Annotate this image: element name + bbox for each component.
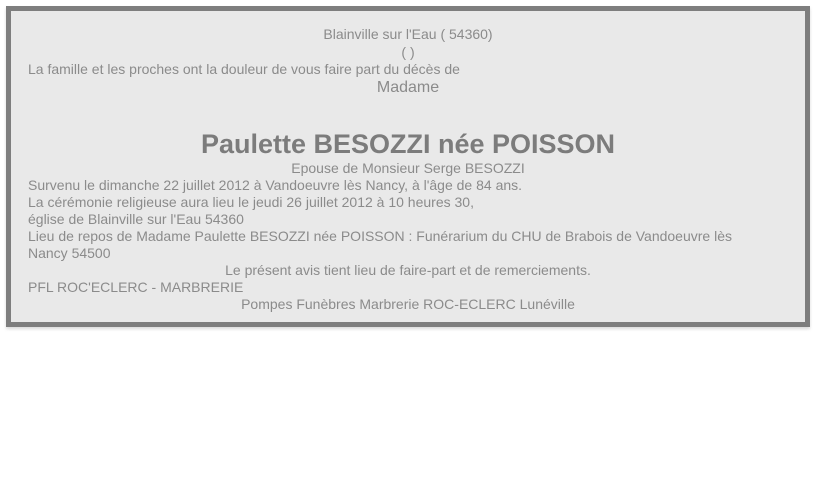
repose-line-2: Nancy 54500 (28, 245, 111, 261)
location-subline: ( ) (401, 44, 415, 60)
death-line: Survenu le dimanche 22 juillet 2012 à Vandoeuvre lès Nancy, à l'âge de 84 ans. (28, 177, 523, 193)
ceremony-line-2: église de Blainville sur l'Eau 54360 (28, 211, 244, 227)
repose-line-1: Lieu de repos de Madame Paulette BESOZZI née POISSON : Funérarium du CHU de Brabois de Vandoeuvre lès (28, 228, 732, 244)
ceremony-block (28, 194, 788, 228)
ceremony-line-1: La cérémonie religieuse aura lieu le jeudi 26 juillet 2012 à 10 heures 30, (28, 194, 474, 210)
spouse-line: Epouse de Monsieur Serge BESOZZI (291, 160, 525, 176)
deceased-name: Paulette BESOZZI née POISSON (200, 129, 616, 159)
civility-line: Madame (376, 79, 440, 96)
funeral-home-line: PFL ROC'ECLERC - MARBRERIE (28, 279, 244, 295)
intro-line: La famille et les proches ont la douleur de vous faire part du décès de (28, 61, 460, 77)
location-line: Blainville sur l'Eau ( 54360) (323, 26, 493, 42)
footer-line: Pompes Funèbres Marbrerie ROC-ECLERC Lunéville (241, 296, 575, 312)
location-block (28, 25, 788, 61)
obituary-notice (6, 6, 810, 327)
faire-part-line: Le présent avis tient lieu de faire-part et de remerciements. (225, 262, 591, 278)
repose-block (28, 228, 788, 262)
